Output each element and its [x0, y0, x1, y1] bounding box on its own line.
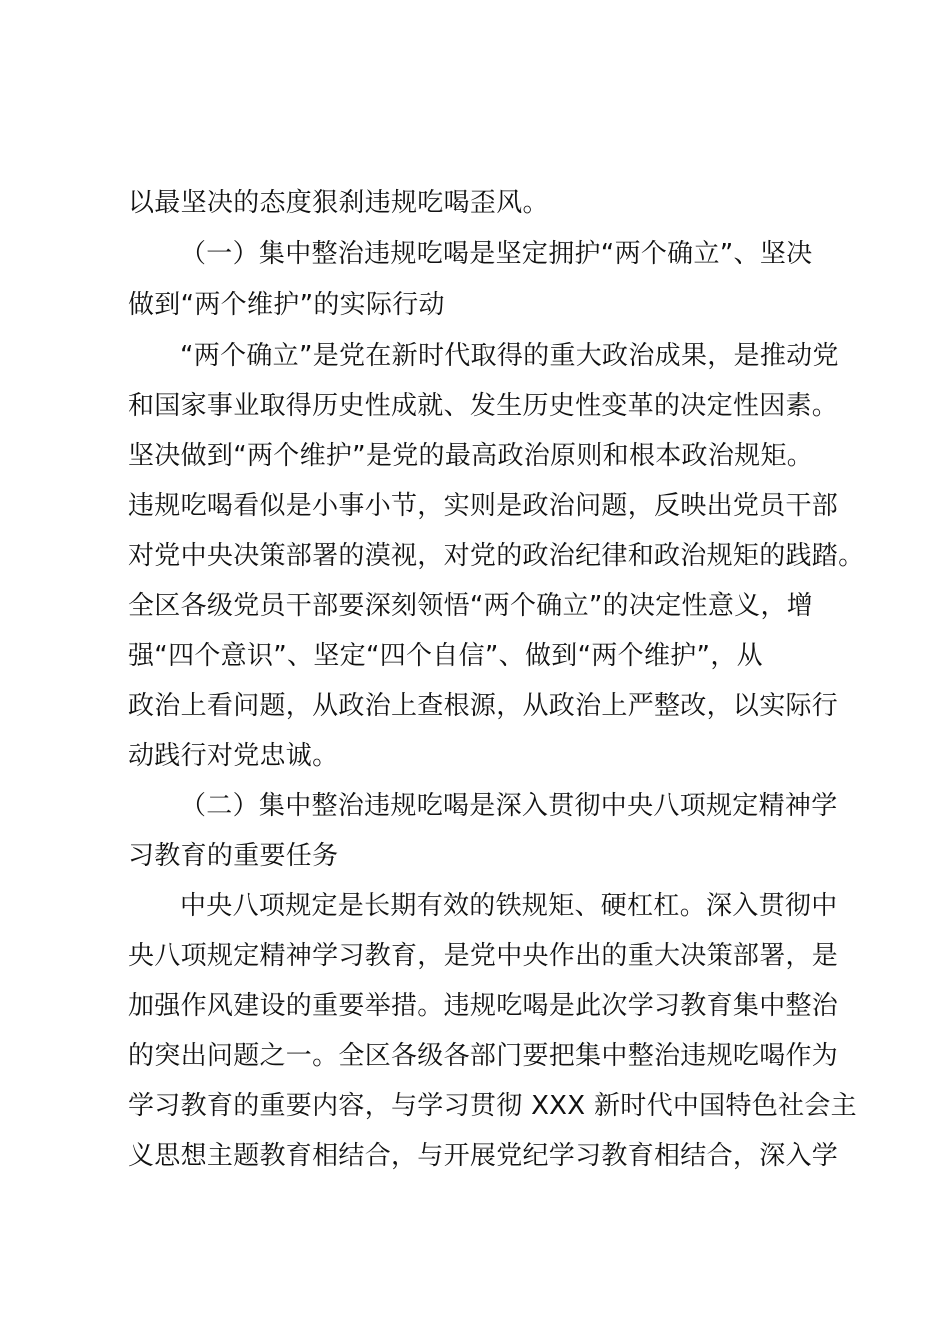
text-line: 以最坚决的态度狠刹违规吃喝歪风。 — [128, 188, 549, 218]
section-heading-line: （一）集中整治违规吃喝是坚定拥护“两个确立”、坚决 — [180, 239, 813, 269]
text-line: 央八项规定精神学习教育，是党中央作出的重大决策部署，是 — [128, 941, 839, 971]
text-line: 动践行对党忠诚。 — [128, 741, 339, 771]
text-line: 强“四个意识”、坚定“四个自信”、做到“两个维护”，从 — [128, 641, 763, 671]
text-line: 义思想主题教育相结合，与开展党纪学习教育相结合，深入学 — [128, 1141, 839, 1171]
text-line: 坚决做到“两个维护”是党的最高政治原则和根本政治规矩。 — [128, 441, 814, 471]
text-line: 加强作风建设的重要举措。违规吃喝是此次学习教育集中整治 — [128, 991, 839, 1021]
section-heading-line: 做到“两个维护”的实际行动 — [128, 290, 445, 320]
text-line: 全区各级党员干部要深刻领悟“两个确立”的决定性意义，增 — [128, 591, 814, 621]
text-line: 对党中央决策部署的漠视，对党的政治纪律和政治规矩的践踏。 — [128, 541, 865, 571]
text-line: “两个确立”是党在新时代取得的重大政治成果，是推动党 — [180, 341, 839, 371]
section-heading-line: 习教育的重要任务 — [128, 841, 339, 871]
text-line: 中央八项规定是长期有效的铁规矩、硬杠杠。深入贯彻中 — [180, 891, 838, 921]
text-line: 违规吃喝看似是小事小节，实则是政治问题，反映出党员干部 — [128, 491, 839, 521]
text-line: 和国家事业取得历史性成就、发生历史性变革的决定性因素。 — [128, 391, 839, 421]
text-line: 学习教育的重要内容，与学习贯彻 XXX 新时代中国特色社会主 — [128, 1091, 857, 1121]
text-line: 的突出问题之一。全区各级各部门要把集中整治违规吃喝作为 — [128, 1041, 839, 1071]
section-heading-line: （二）集中整治违规吃喝是深入贯彻中央八项规定精神学 — [180, 791, 838, 821]
text-line: 政治上看问题，从政治上查根源，从政治上严整改，以实际行 — [128, 691, 839, 721]
